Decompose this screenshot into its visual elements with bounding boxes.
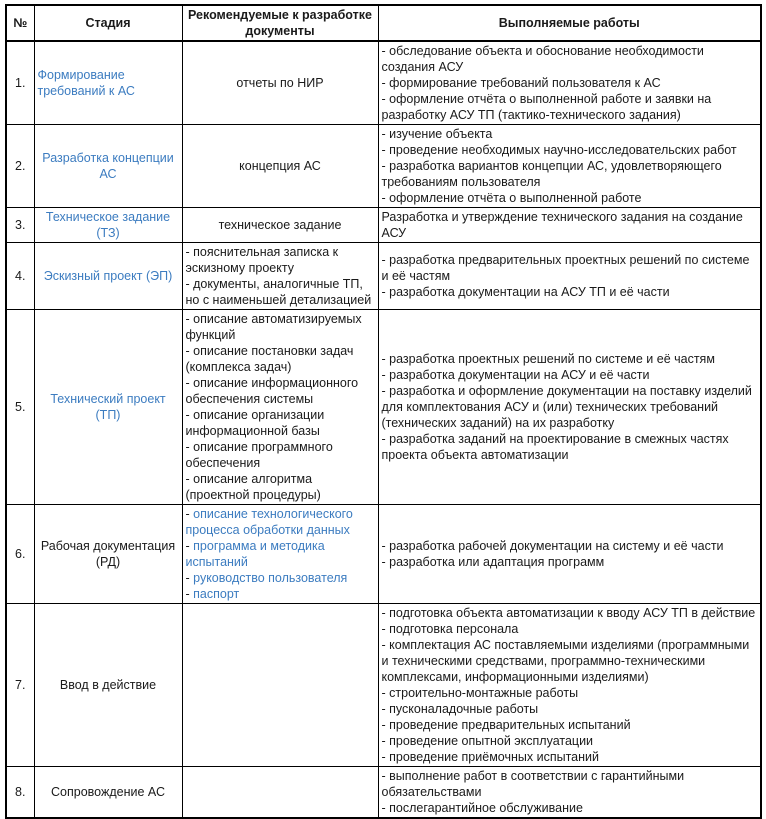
stage-label: Сопровождение АС bbox=[51, 785, 165, 799]
document-item: отчеты по НИР bbox=[236, 76, 324, 90]
documents-cell bbox=[182, 310, 378, 505]
document-link[interactable]: программа и методика испытаний bbox=[185, 539, 325, 569]
documents-cell bbox=[182, 41, 378, 125]
header-number: № bbox=[6, 5, 34, 41]
document-item: - документы, аналогичные ТП, но с наименьшей детализацией bbox=[185, 277, 372, 307]
work-item: - послегарантийное обслуживание bbox=[381, 801, 583, 815]
table-row bbox=[6, 310, 761, 505]
documents-cell bbox=[182, 125, 378, 208]
header-documents: Рекомендуемые к разработке документы bbox=[182, 5, 378, 41]
documents-cell bbox=[182, 208, 378, 243]
row-number-cell: 2. bbox=[6, 125, 34, 208]
work-item: - проведение необходимых научно-исследовательских работ bbox=[381, 143, 737, 157]
work-item: - разработка заданий на проектирование в смежных частях проекта объекта автоматизации bbox=[381, 432, 729, 462]
work-item: Разработка и утверждение технического задания на создание АСУ bbox=[381, 210, 743, 240]
work-item: - строительно-монтажные работы bbox=[381, 686, 579, 700]
work-item: - подготовка объекта автоматизации к вводу АСУ ТП в действие bbox=[381, 606, 756, 620]
works-cell bbox=[378, 505, 761, 604]
row-number-cell: 5. bbox=[6, 310, 34, 505]
work-item: - разработка проектных решений по системе и её частям bbox=[381, 352, 715, 366]
stage-label: Рабочая документация (РД) bbox=[40, 539, 176, 569]
table-row bbox=[6, 767, 761, 819]
stage-cell bbox=[34, 243, 182, 310]
document-item: - описание постановки задач (комплекса задач) bbox=[185, 344, 354, 374]
document-item: техническое задание bbox=[218, 218, 342, 232]
work-item: - разработка предварительных проектных решений по системе и её частям bbox=[381, 253, 750, 283]
work-item: - изучение объекта bbox=[381, 127, 493, 141]
stage-link[interactable]: Технический проект (ТП) bbox=[50, 392, 166, 422]
row-number-cell: 8. bbox=[6, 767, 34, 819]
works-cell bbox=[378, 604, 761, 767]
row-number-cell: 7. bbox=[6, 604, 34, 767]
table-row bbox=[6, 505, 761, 604]
documents-cell bbox=[182, 505, 378, 604]
row-number-cell: 6. bbox=[6, 505, 34, 604]
works-cell bbox=[378, 243, 761, 310]
document-link[interactable]: паспорт bbox=[193, 587, 240, 601]
header-works: Выполняемые работы bbox=[378, 5, 761, 41]
work-item: - разработка и оформление документации на поставку изделий для комплектования АСУ и (или) технических требований (технических заданий) на их разработку bbox=[381, 384, 752, 430]
table-row bbox=[6, 208, 761, 243]
documents-cell bbox=[182, 243, 378, 310]
works-cell bbox=[378, 208, 761, 243]
document-item: - паспорт bbox=[185, 587, 240, 601]
work-item: - разработка документации на АСУ и её части bbox=[381, 368, 650, 382]
stage-cell bbox=[34, 767, 182, 819]
table-row bbox=[6, 125, 761, 208]
work-item: - формирование требований пользователя к АС bbox=[381, 76, 661, 90]
documents-cell bbox=[182, 767, 378, 819]
work-item: - проведение опытной эксплуатации bbox=[381, 734, 594, 748]
row-number-cell: 1. bbox=[6, 41, 34, 125]
works-cell bbox=[378, 41, 761, 125]
works-cell bbox=[378, 125, 761, 208]
work-item: - проведение предварительных испытаний bbox=[381, 718, 631, 732]
work-item: - пусконаладочные работы bbox=[381, 702, 539, 716]
document-item: - описание технологического процесса обработки данных bbox=[185, 507, 353, 537]
document-item: - описание информационного обеспечения системы bbox=[185, 376, 359, 406]
work-item: - проведение приёмочных испытаний bbox=[381, 750, 599, 764]
stage-cell bbox=[34, 505, 182, 604]
stage-label: Ввод в действие bbox=[59, 678, 157, 692]
work-item: - оформление отчёта о выполненной работе и заявки на разработку АСУ ТП (тактико-технического задания) bbox=[381, 92, 712, 122]
work-item: - обследование объекта и обоснование необходимости создания АСУ bbox=[381, 44, 704, 74]
header-row bbox=[6, 5, 761, 41]
row-number-cell: 3. bbox=[6, 208, 34, 243]
header-stage: Стадия bbox=[34, 5, 182, 41]
work-item: - разработка рабочей документации на систему и её части bbox=[381, 539, 724, 553]
stage-cell bbox=[34, 604, 182, 767]
work-item: - комплектация АС поставляемыми изделиями (программными и техническими средствами, программно-техническими комплексами, информационными изделиями) bbox=[381, 638, 750, 684]
stage-link[interactable]: Эскизный проект (ЭП) bbox=[43, 269, 173, 283]
document-item: концепция АС bbox=[239, 159, 321, 173]
document-link[interactable]: описание технологического процесса обработки данных bbox=[185, 507, 353, 537]
stage-cell bbox=[34, 208, 182, 243]
table-row bbox=[6, 243, 761, 310]
document-item: - пояснительная записка к эскизному проекту bbox=[185, 245, 339, 275]
work-item: - разработка или адаптация программ bbox=[381, 555, 605, 569]
document-item: - описание организации информационной базы bbox=[185, 408, 325, 438]
work-item: - разработка вариантов концепции АС, удовлетворяющего требованиям пользователя bbox=[381, 159, 722, 189]
document-link[interactable]: руководство пользователя bbox=[193, 571, 348, 585]
table-body bbox=[6, 41, 761, 818]
works-cell bbox=[378, 310, 761, 505]
row-number-cell: 4. bbox=[6, 243, 34, 310]
work-item: - подготовка персонала bbox=[381, 622, 519, 636]
documents-cell bbox=[182, 604, 378, 767]
stages-table bbox=[5, 4, 762, 819]
stage-cell bbox=[34, 125, 182, 208]
table-row bbox=[6, 604, 761, 767]
stage-link[interactable]: Техническое задание (ТЗ) bbox=[45, 210, 171, 240]
work-item: - выполнение работ в соответствии с гарантийными обязательствами bbox=[381, 769, 685, 799]
document-item: - описание программного обеспечения bbox=[185, 440, 333, 470]
document-item: - программа и методика испытаний bbox=[185, 539, 325, 569]
document-item: - описание алгоритма (проектной процедуры) bbox=[185, 472, 321, 502]
work-item: - разработка документации на АСУ ТП и её части bbox=[381, 285, 670, 299]
table-row bbox=[6, 41, 761, 125]
stage-cell bbox=[34, 41, 182, 125]
stage-cell bbox=[34, 310, 182, 505]
works-cell bbox=[378, 767, 761, 819]
stage-link[interactable]: Разработка концепции АС bbox=[42, 151, 174, 181]
work-item: - оформление отчёта о выполненной работе bbox=[381, 191, 642, 205]
stage-link[interactable]: Формирование требований к АС bbox=[37, 68, 135, 98]
document-item: - описание автоматизируемых функций bbox=[185, 312, 362, 342]
document-item: - руководство пользователя bbox=[185, 571, 348, 585]
